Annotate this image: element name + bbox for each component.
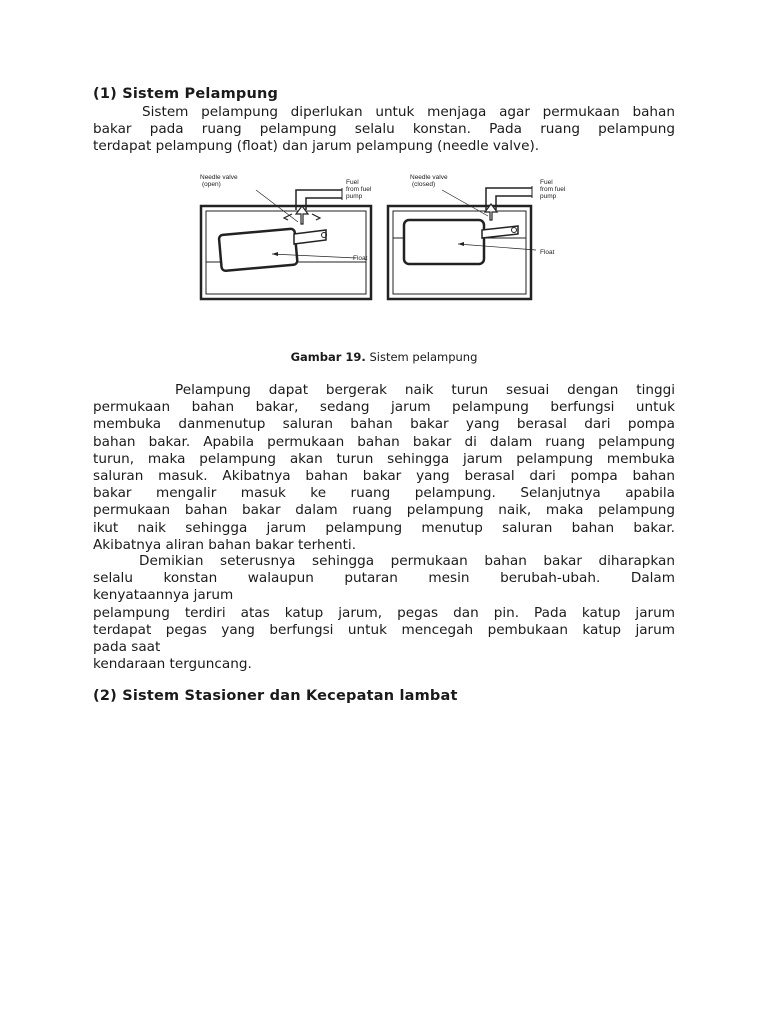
float-chamber-open-diagram bbox=[200, 174, 372, 299]
fuel-label-3: pump bbox=[346, 193, 363, 200]
needle-valve-closed-label-2: (closed) bbox=[412, 181, 436, 188]
fuel-label-1: Fuel bbox=[540, 179, 553, 186]
paragraph-line: Sistem pelampung diperlukan untuk menjaga agar permukaan bahan bbox=[142, 104, 675, 120]
paragraph-line: Pelampung dapat bergerak naik turun sesuai dengan tinggi bbox=[175, 382, 675, 398]
section-heading-sistem-pelampung: (1) Sistem Pelampung bbox=[93, 86, 279, 102]
paragraph-line: permukaan bahan bakar, sedang jarum pelampung berfungsi untuk bbox=[93, 399, 675, 416]
paragraph-float-movement bbox=[93, 382, 675, 554]
section-heading-sistem-stasioner: (2) Sistem Stasioner dan Kecepatan lambat bbox=[93, 688, 458, 704]
paragraph-line: Demikian seterusnya sehingga permukaan bahan bakar diharapkan bbox=[139, 553, 675, 569]
float-label: Float bbox=[353, 255, 368, 262]
fuel-label-2: from fuel bbox=[346, 186, 372, 193]
figure-caption-text: Sistem pelampung bbox=[365, 350, 478, 364]
paragraph-line: bakar pada ruang pelampung selalu konstan. Pada ruang pelampung bbox=[93, 121, 675, 138]
paragraph-line: membuka danmenutup saluran bahan bakar yang berasal dari pompa bbox=[93, 416, 675, 433]
paragraph-needle-parts bbox=[93, 553, 675, 673]
paragraph-line: turun, maka pelampung akan turun sehingga jarum pelampung membuka bbox=[93, 450, 675, 467]
figure-caption-number: Gambar 19. bbox=[290, 350, 366, 364]
paragraph-line: kendaraan terguncang. bbox=[93, 656, 252, 673]
float-chamber-closed-diagram bbox=[388, 174, 566, 299]
needle-valve-closed-label-1: Needle valve bbox=[410, 174, 448, 181]
float-label: Float bbox=[540, 249, 555, 256]
paragraph-line: saluran masuk. Akibatnya bahan bakar yang berasal dari pompa bahan bbox=[93, 468, 675, 485]
figure-caption bbox=[0, 350, 768, 364]
paragraph-line: Akibatnya aliran bahan bakar terhenti. bbox=[93, 536, 357, 553]
paragraph-intro bbox=[93, 104, 675, 156]
fuel-label-3: pump bbox=[540, 193, 557, 200]
paragraph-line: terdapat pelampung (float) dan jarum pelampung (needle valve). bbox=[93, 138, 540, 155]
needle-valve-open-label-1: Needle valve bbox=[200, 174, 238, 181]
paragraph-line: bahan bakar. Apabila permukaan bahan bakar di dalam ruang pelampung bbox=[93, 433, 675, 450]
paragraph-line: pada saat bbox=[93, 639, 161, 656]
paragraph-line: permukaan bahan bakar dalam ruang pelampung naik, maka pelampung bbox=[93, 502, 675, 519]
paragraph-line: selalu konstan walaupun putaran mesin berubah-ubah. Dalam bbox=[93, 570, 675, 587]
paragraph-line: pelampung terdiri atas katup jarum, pegas dan pin. Pada katup jarum bbox=[93, 604, 675, 621]
paragraph-line: kenyataannya jarum bbox=[93, 587, 234, 604]
paragraph-line: ikut naik sehingga jarum pelampung menutup saluran bahan bakar. bbox=[93, 519, 675, 536]
paragraph-line: bakar mengalir masuk ke ruang pelampung. Selanjutnya apabila bbox=[93, 485, 675, 502]
needle-valve-open-label-2: (open) bbox=[202, 181, 221, 188]
fuel-label-2: from fuel bbox=[540, 186, 566, 193]
fuel-label-1: Fuel bbox=[346, 179, 359, 186]
float-system-figure bbox=[196, 170, 574, 302]
paragraph-line: terdapat pegas yang berfungsi untuk mencegah pembukaan katup jarum bbox=[93, 621, 675, 638]
